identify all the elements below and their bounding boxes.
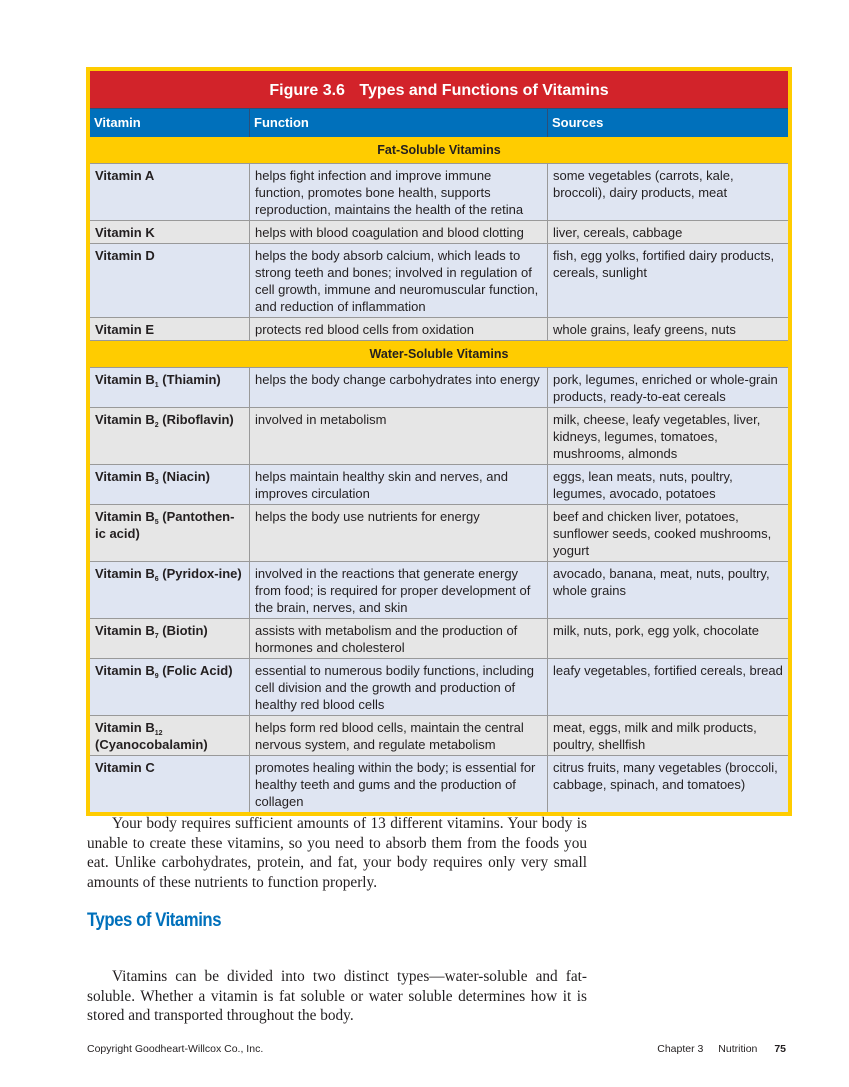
vitamin-cell: Vitamin $B_5$ (Pantothen-ic acid)	[90, 505, 250, 561]
figure-title-text: Types and Functions of Vitamins	[359, 82, 609, 99]
vitamins-figure	[86, 67, 792, 816]
section-header: Fat-Soluble Vitamins	[90, 137, 788, 164]
vitamin-cell: Vitamin $B_6$ (Pyridox-ine)	[90, 562, 250, 618]
table-row	[90, 562, 788, 619]
footer-chapter-info	[645, 1043, 786, 1055]
column-header-sources: Sources	[552, 115, 604, 130]
sources-cell: liver, cereals, cabbage	[553, 225, 683, 240]
function-cell: helps fight infection and improve immune function, promotes bone health, supports reproduction, maintains the health of the retina	[250, 164, 548, 220]
sources-cell: fish, egg yolks, fortified dairy products, cereals, sunlight	[553, 248, 775, 280]
table-row	[90, 244, 788, 318]
function-cell: essential to numerous bodily functions, including cell division and the growth and production of healthy red blood cells	[250, 659, 548, 715]
sources-cell: eggs, lean meats, nuts, poultry, legumes, avocado, potatoes	[553, 469, 733, 501]
sources-cell: whole grains, leafy greens, nuts	[553, 322, 736, 337]
table-row	[90, 368, 788, 408]
figure-title	[90, 71, 788, 108]
vitamin-cell: Vitamin D	[90, 244, 250, 317]
vitamin-cell: Vitamin $B_1$ (Thiamin)	[90, 368, 250, 407]
sources-cell: meat, eggs, milk and milk products, poultry, shellfish	[553, 720, 757, 752]
sources-cell: citrus fruits, many vegetables (broccoli, cabbage, spinach, and tomatoes)	[553, 760, 778, 792]
vitamin-cell: Vitamin $B_9$ (Folic Acid)	[90, 659, 250, 715]
function-cell: helps the body use nutrients for energy	[250, 505, 548, 561]
table-row	[90, 716, 788, 756]
vitamin-cell: Vitamin E	[90, 318, 250, 340]
column-header-function: Function	[250, 109, 548, 137]
function-cell: protects red blood cells from oxidation	[250, 318, 548, 340]
table-row	[90, 408, 788, 465]
vitamin-cell: Vitamin $B_2$ (Riboflavin)	[90, 408, 250, 464]
column-header-vitamin: Vitamin	[90, 109, 250, 137]
footer-chapter-title: Nutrition	[718, 1043, 758, 1055]
vitamin-cell: Vitamin $B_3$ (Niacin)	[90, 465, 250, 504]
table-row	[90, 164, 788, 221]
table-header	[90, 108, 788, 137]
table-row	[90, 756, 788, 812]
section-header: Water-Soluble Vitamins	[90, 341, 788, 368]
table-row	[90, 505, 788, 562]
function-cell: helps the body change carbohydrates into energy	[250, 368, 548, 407]
sources-cell: beef and chicken liver, potatoes, sunflower seeds, cooked mushrooms, yogurt	[553, 509, 772, 558]
table-body	[90, 137, 788, 812]
vitamin-cell: Vitamin $B_7$ (Biotin)	[90, 619, 250, 658]
function-cell: helps with blood coagulation and blood clotting	[250, 221, 548, 243]
function-cell: helps maintain healthy skin and nerves, and improves circulation	[250, 465, 548, 504]
sources-cell: leafy vegetables, fortified cereals, bread	[553, 663, 783, 678]
section-heading: Types of Vitamins	[87, 910, 222, 931]
table-row	[90, 318, 788, 341]
sources-cell: milk, cheese, leafy vegetables, liver, kidneys, legumes, tomatoes, mushrooms, almonds	[553, 412, 761, 461]
sources-cell: avocado, banana, meat, nuts, poultry, whole grains	[553, 566, 770, 598]
footer-copyright: Copyright Goodheart-Willcox Co., Inc.	[87, 1043, 264, 1055]
page-number: 75	[774, 1043, 786, 1055]
function-cell: involved in metabolism	[250, 408, 548, 464]
sources-cell: pork, legumes, enriched or whole-grain products, ready-to-eat cereals	[553, 372, 778, 404]
figure-number: Figure 3.6	[269, 82, 345, 99]
vitamin-cell: Vitamin A	[90, 164, 250, 220]
function-cell: helps the body absorb calcium, which leads to strong teeth and bones; involved in regulation of cell growth, immune and neuromuscular function, and reduction of inflammation	[250, 244, 548, 317]
table-row	[90, 465, 788, 505]
vitamin-cell: Vitamin $B_{12}$ (Cyanocobalamin)	[90, 716, 250, 755]
footer-chapter: Chapter 3	[657, 1043, 704, 1055]
table-row	[90, 619, 788, 659]
function-cell: assists with metabolism and the production of hormones and cholesterol	[250, 619, 548, 658]
vitamin-cell: Vitamin C	[90, 756, 250, 812]
sources-cell: some vegetables (carrots, kale, broccoli), dairy products, meat	[553, 168, 734, 200]
sources-cell: milk, nuts, pork, egg yolk, chocolate	[553, 623, 759, 638]
function-cell: promotes healing within the body; is essential for healthy teeth and gums and the production of collagen	[250, 756, 548, 812]
function-cell: helps form red blood cells, maintain the central nervous system, and regulate metabolism	[250, 716, 548, 755]
types-paragraph: Vitamins can be divided into two distinct types—water-soluble and fat-soluble. Whether a vitamin is fat soluble or water soluble determines how it is stored and transported throughout the body.	[87, 968, 587, 1024]
table-row	[90, 659, 788, 716]
table-row	[90, 221, 788, 244]
function-cell: involved in the reactions that generate energy from food; is required for proper development of the brain, nerves, and skin	[250, 562, 548, 618]
intro-paragraph: Your body requires sufficient amounts of 13 different vitamins. Your body is unable to create these vitamins, so you need to absorb them from the foods you eat. Unlike carbohydrates, protein, and fat, your body requires only very small amounts of these nutrients to function properly.	[87, 815, 587, 891]
vitamin-cell: Vitamin K	[90, 221, 250, 243]
